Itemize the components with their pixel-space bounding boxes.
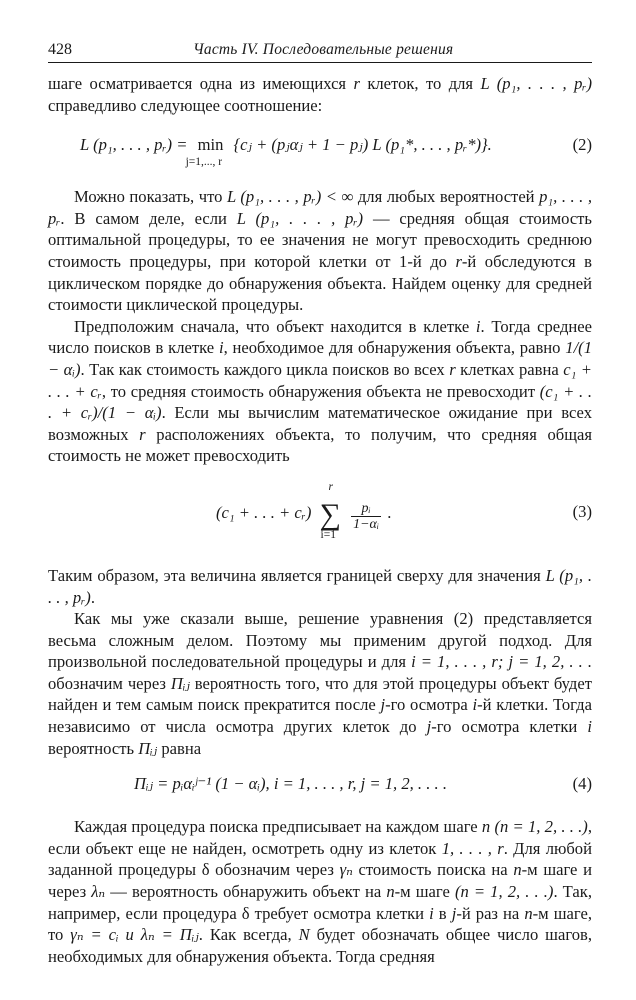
equation-3: (c₁ + . . . + cᵣ) ∑ r i=1 $\frac{\text{pᵢ}}{\text{1−αᵢ}}$ . (3) — [216, 480, 592, 541]
eq2-min-operator: min j=1,..., r — [198, 134, 224, 156]
page-number: 428 — [48, 41, 72, 58]
eq2-lhs: L (p₁, . . . , pᵣ) = — [80, 135, 188, 155]
eq3-fraction: $\frac{\text{pᵢ}}{\text{1−αᵢ}}$ — [353, 500, 380, 532]
equation-2 — [48, 116, 592, 180]
equation-4 — [48, 759, 592, 807]
equation-number-4: (4) — [572, 774, 592, 794]
eq2-min-subscript: j=1,..., r — [185, 156, 223, 169]
paragraph-4: Таким образом, эта величина является границей сверху для значения L (p₁, . . . , pᵣ). — [48, 565, 592, 607]
paragraph-5: Как мы уже сказали выше, решение уравнения (2) представляется весьма сложным делом. Поэтому мы применим другой подход. Для произвольной последовательной процедуры и для i = 1, . . . , r; j = 1, 2, . . . обозначим через Πᵢⱼ вероятность того, что для этой процедуры объект будет найден и тем самым поиск прекратится после j-го осмотра i-й клетки. Тогда независимо от числа осмотра других клеток до j-го осмотра клетки i вероятность Πᵢⱼ равна — [48, 609, 592, 758]
page-header — [48, 38, 592, 63]
equation-number-2: (2) — [572, 135, 592, 155]
paragraph-3: Предположим сначала, что объект находится в клетке i. Тогда среднее число поисков в клетке i, необходимое для обнаружения объекта, равно 1/(1 − αᵢ). Так как стоимость каждого цикла поисков во всех r клетках равна c₁ + . . . + cᵣ, то средняя стоимость обнаружения объекта не превосходит (c₁ + . . . + cᵣ)/(1 − αᵢ). Если мы вычислим математическое ожидание при всех возможных r расположениях объекта, то получим, что средняя общая стоимость не может превосходить — [48, 316, 593, 466]
summation-sign: ∑ r i=1 — [319, 480, 341, 541]
eq3-lhs: (c₁ + . . . + cᵣ) — [216, 502, 312, 522]
paragraph-1: шаге осматривается одна из имеющихся r клеток, то для L (p₁, . . . , pᵣ) справедливо следующее соотношение: — [48, 74, 592, 115]
running-title: Часть IV. Последовательные решения — [193, 41, 454, 58]
eq4-body: Πᵢⱼ = pᵢαᵢʲ⁻¹ (1 − αᵢ), i = 1, . . . , r, j = 1, 2, . . . . — [134, 774, 447, 794]
sum-lower-limit: i=1 — [320, 528, 336, 541]
eq2-rhs: {cⱼ + (pⱼαⱼ + 1 − pⱼ) L (p₁*, . . . , pᵣ*)}. — [233, 135, 492, 155]
equation-number-3: (3) — [572, 501, 592, 521]
paragraph-6: Каждая процедура поиска предписывает на каждом шаге n (n = 1, 2, . . .), если объект еще не найден, осмотреть одну из клеток 1, . . . , r. Для любой заданной процедуры δ обозначим через γₙ стоимость поиска на n-м шаге и через λₙ — вероятность обнаружить объект на n-м шаге (n = 1, 2, . . .). Так, например, если процедура δ требует осмотра клетки i в j-й раз на n-м шаге, то γₙ = cᵢ и λₙ = Πᵢⱼ. Как всегда, N будет обозначать общее число шагов, необходимых для обнаружения объекта. Тогда средняя — [48, 817, 592, 966]
page-body — [48, 73, 592, 967]
paragraph-2: Можно показать, что L (p₁, . . . , pᵣ) < ∞ для любых вероятностей p₁, . . . , pᵣ. В самом деле, если L (p₁, . . . , pᵣ) — средняя общая стоимость оптимальной процедуры, то ее значения не могут превосходить среднюю стоимость процедуры, при которой клетки от 1-й до r-й обследуются в циклическом порядке до обнаружения объекта. Найдем оценку для средней стоимости циклической процедуры. — [48, 187, 593, 315]
sum-upper-limit: r — [328, 480, 334, 493]
